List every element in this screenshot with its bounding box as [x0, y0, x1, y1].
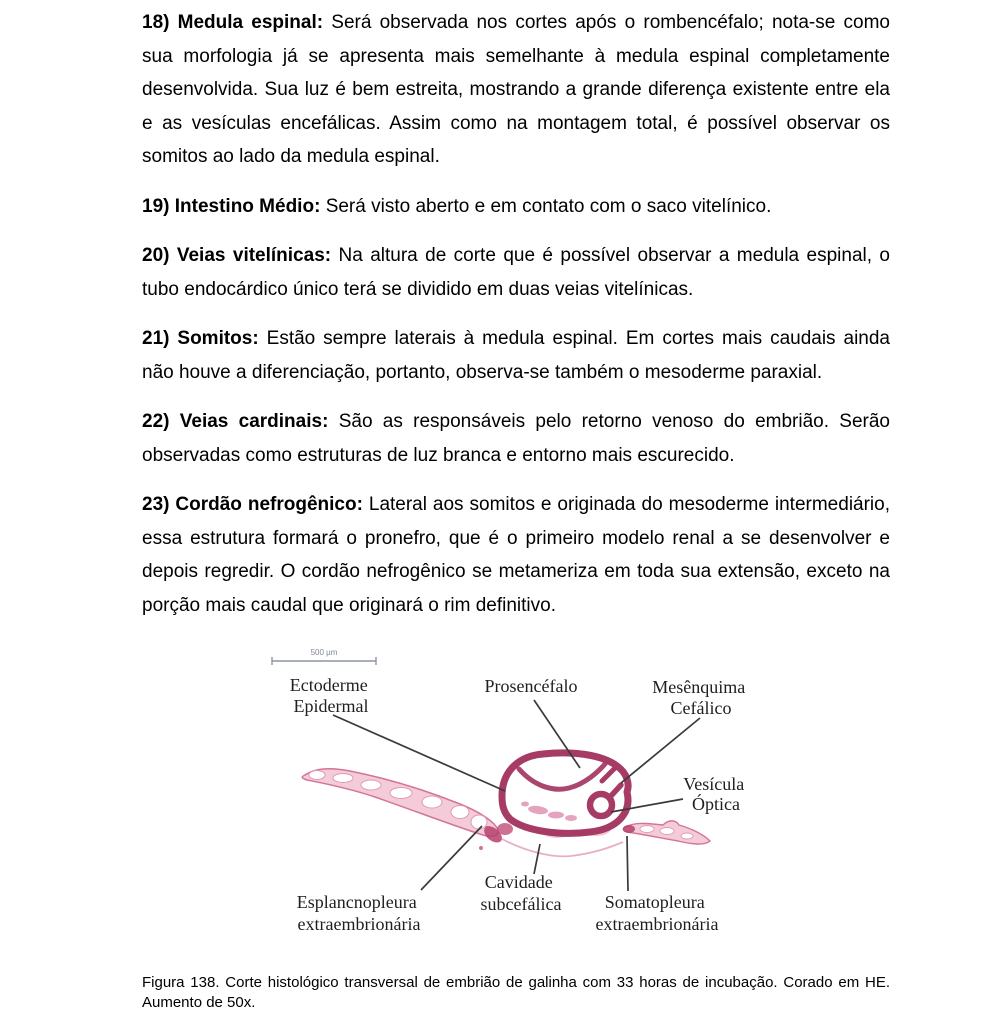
figure-138 — [255, 638, 795, 953]
label-ectoderme-epidermal: Ectoderme Epidermal — [289, 675, 369, 716]
label-prosencefalo: Prosencéfalo — [484, 676, 578, 696]
paragraph-19-text: Será visto aberto e em contato com o saco vitelínico. — [325, 195, 772, 217]
leader-esplancnopleura — [421, 826, 482, 890]
figure-caption-text: Figura 138. Corte histológico transversal de embrião de galinha com 33 horas de incubação. Corado em HE. Aumento de 50x. — [142, 974, 890, 1011]
scale-bar-label: 500 μm — [310, 648, 338, 657]
paragraph-18-text: Será observada nos cortes após o rombencéfalo; nota-se como sua morfologia já se apresenta mais semelhante à medula espinal completamente desenvolvida. Sua luz é bem estreita, mostrando a grande diferença existente entre ela e as vesículas encefálicas. Assim como na montagem total, é possível observar os somitos ao lado da medula espinal. — [142, 12, 890, 167]
label-vesicula-optica: Vesícula Óptica — [683, 774, 745, 814]
histology-figure — [255, 638, 795, 953]
label-mesenquima-cefalico: Mesênquima Cefálico — [652, 677, 746, 718]
paragraph-19 — [142, 190, 890, 224]
paragraph-20 — [142, 239, 890, 306]
paragraph-21-heading: 21) Somitos: — [142, 328, 259, 349]
subcephalic-cavity-floor — [502, 839, 623, 856]
leader-somatopleura — [627, 836, 628, 891]
paragraph-22 — [142, 405, 890, 472]
label-cavidade-subcefalica: Cavidade subcefálica — [480, 872, 562, 914]
paragraph-23-text: Lateral aos somitos e originada do mesoderme intermediário, essa estrutura formará o pronefro, que é o primeiro modelo renal a se desenvolver e depois regredir. O cordão nefrogênico se metameriza em toda sua extensão, exceto na porção mais caudal que originará o rim definitivo. — [142, 494, 890, 616]
paragraph-20-text: Na altura de corte que é possível observar a medula espinal, o tubo endocárdico único terá se dividido em duas veias vitelínicas. — [142, 245, 890, 300]
label-somatopleura: Somatopleura extraembrionária — [595, 892, 719, 934]
paragraph-19-heading: 19) Intestino Médio: — [142, 195, 321, 217]
prosencephalon-wall — [502, 753, 628, 833]
paragraph-18 — [142, 6, 890, 174]
paragraph-18-heading: 18) Medula espinal: — [142, 12, 324, 33]
left-tissue-band — [302, 769, 502, 850]
paragraph-21-text: Estão sempre laterais à medula espinal. Em cortes mais caudais ainda não houve a diferenciação, portanto, observa-se também o mesoderme paraxial. — [142, 328, 890, 383]
paragraph-23 — [142, 488, 890, 622]
figure-caption — [142, 973, 890, 1012]
leader-cavidade — [534, 844, 540, 874]
paragraph-21 — [142, 322, 890, 389]
tissue-fleck — [479, 846, 483, 850]
scale-bar — [272, 648, 376, 665]
right-tissue-band — [623, 821, 710, 844]
label-esplancnopleura: Esplancnopleura extraembrionária — [296, 892, 421, 934]
tissue-clump — [497, 823, 513, 835]
histology-section — [302, 752, 710, 857]
paragraph-23-heading: 23) Cordão nefrogênico: — [142, 494, 363, 515]
paragraph-22-text: São as responsáveis pelo retorno venoso do embrião. Serão observadas como estruturas de luz branca e entorno mais escurecido. — [142, 411, 890, 466]
paragraph-20-heading: 20) Veias vitelínicas: — [142, 245, 332, 266]
paragraph-22-heading: 22) Veias cardinais: — [142, 411, 329, 432]
